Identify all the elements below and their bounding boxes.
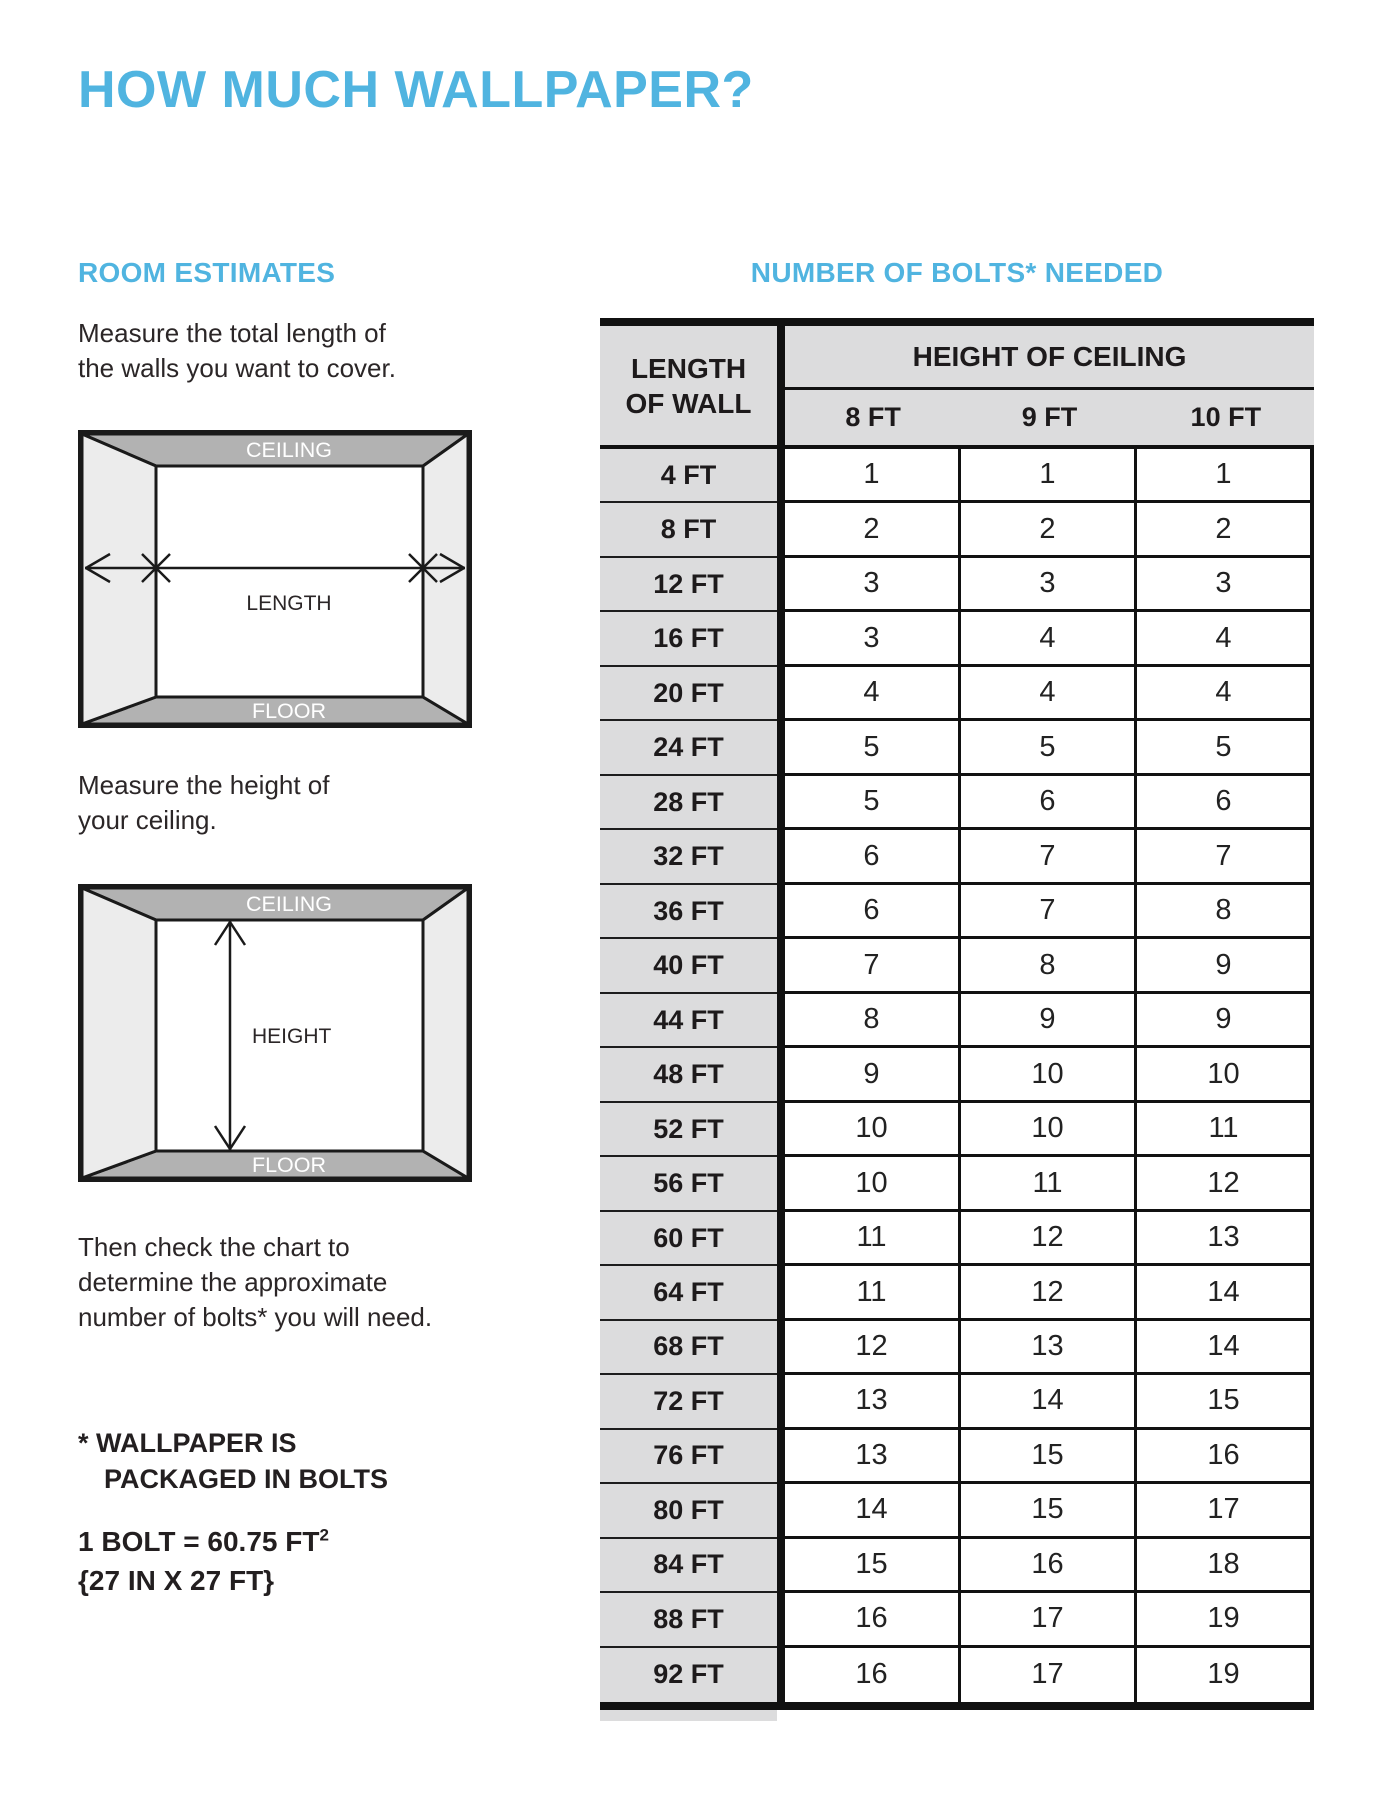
text-line: Measure the total length of <box>78 318 386 348</box>
cell-value: 13 <box>1137 1212 1314 1266</box>
cell-value: 12 <box>1137 1157 1314 1211</box>
header-line: LENGTH <box>630 352 747 384</box>
cell-value: 9 <box>961 994 1137 1048</box>
cell-value: 3 <box>1137 558 1314 612</box>
row-label: 8 FT <box>600 503 777 557</box>
table-row <box>600 1266 1314 1320</box>
cell-value: 1 <box>1137 449 1314 503</box>
row-label: 84 FT <box>600 1539 777 1593</box>
row-label: 80 FT <box>600 1484 777 1538</box>
cell-value: 4 <box>961 667 1137 721</box>
cell-value: 16 <box>785 1593 961 1647</box>
text-line: the walls you want to cover. <box>78 353 396 384</box>
height-of-ceiling-header: HEIGHT OF CEILING <box>785 326 1314 390</box>
height-diagram <box>78 884 472 1187</box>
table-row <box>600 1648 1314 1702</box>
row-label: 28 FT <box>600 776 777 830</box>
cell-value: 19 <box>1137 1593 1314 1647</box>
cell-value: 4 <box>1137 667 1314 721</box>
cell-value: 2 <box>1137 503 1314 557</box>
vertical-divider <box>777 558 785 612</box>
cell-value: 3 <box>961 558 1137 612</box>
cell-value: 5 <box>1137 721 1314 775</box>
cell-value: 11 <box>961 1157 1137 1211</box>
cell-value: 17 <box>961 1593 1137 1647</box>
col-header-10ft: 10 FT <box>1190 402 1262 432</box>
cell-value: 10 <box>1137 1048 1314 1102</box>
cell-value: 6 <box>785 830 961 884</box>
table-row <box>600 1048 1314 1102</box>
cell-value: 18 <box>1137 1539 1314 1593</box>
table-top-border <box>600 318 1314 326</box>
vertical-divider <box>777 1484 785 1538</box>
vertical-divider <box>777 667 785 721</box>
footnote-line: PACKAGED IN BOLTS <box>104 1464 389 1495</box>
ceiling-header-group <box>785 326 1314 445</box>
table-row <box>600 830 1314 884</box>
cell-value: 6 <box>961 776 1137 830</box>
cell-value: 5 <box>785 776 961 830</box>
table-bottom-border <box>600 1702 1314 1710</box>
cell-value: 11 <box>785 1212 961 1266</box>
vertical-divider <box>777 1266 785 1320</box>
table-row <box>600 558 1314 612</box>
row-label: 44 FT <box>600 994 777 1048</box>
table-row <box>600 1103 1314 1157</box>
cell-value: 17 <box>1137 1484 1314 1538</box>
bolts-needed-heading: NUMBER OF BOLTS* NEEDED <box>750 257 1164 288</box>
row-label: 68 FT <box>600 1321 777 1375</box>
text-line: Measure the height of <box>78 770 330 800</box>
text-line: your ceiling. <box>78 805 217 836</box>
vertical-divider <box>777 994 785 1048</box>
measure-length-text <box>78 316 498 386</box>
vertical-divider <box>777 830 785 884</box>
row-label: 88 FT <box>600 1593 777 1647</box>
table-row <box>600 449 1314 503</box>
vertical-divider <box>777 1103 785 1157</box>
squared-superscript: 2 <box>319 1525 329 1545</box>
cell-value: 7 <box>961 885 1137 939</box>
cell-value: 14 <box>1137 1266 1314 1320</box>
table-row <box>600 1157 1314 1211</box>
cell-value: 12 <box>961 1266 1137 1320</box>
row-label: 40 FT <box>600 939 777 993</box>
vertical-divider <box>777 1048 785 1102</box>
row-label: 36 FT <box>600 885 777 939</box>
cell-value: 3 <box>785 612 961 666</box>
row-label: 4 FT <box>600 449 777 503</box>
cell-value: 11 <box>785 1266 961 1320</box>
cell-value: 14 <box>1137 1321 1314 1375</box>
check-chart-text <box>78 1230 498 1335</box>
room-height-illustration <box>78 884 472 1182</box>
cell-value: 14 <box>961 1375 1137 1429</box>
bolt-equation: 1 BOLT = 60.75 $FT^2$ <box>78 1525 329 1557</box>
header-line: OF WALL <box>625 387 752 419</box>
cell-value: 9 <box>1137 939 1314 993</box>
length-diagram <box>78 430 472 733</box>
table-row <box>600 1375 1314 1429</box>
footnote-line: * WALLPAPER IS <box>78 1428 297 1458</box>
vertical-divider <box>777 1648 785 1702</box>
table-row <box>600 1430 1314 1484</box>
vertical-divider <box>777 1321 785 1375</box>
cell-value: 9 <box>1137 994 1314 1048</box>
cell-value: 7 <box>961 830 1137 884</box>
page-title: HOW MUCH WALLPAPER? <box>78 61 754 119</box>
left-wall <box>82 888 156 1178</box>
floor-label: FLOOR <box>251 1153 327 1177</box>
cell-value: 5 <box>785 721 961 775</box>
cell-value: 4 <box>1137 612 1314 666</box>
ceiling-label: CEILING <box>245 892 333 916</box>
cell-value: 4 <box>961 612 1137 666</box>
vertical-divider <box>777 1430 785 1484</box>
measure-height-text <box>78 768 498 838</box>
cell-value: 13 <box>785 1375 961 1429</box>
cell-value: 6 <box>1137 776 1314 830</box>
wallpaper-footnote <box>78 1425 388 1498</box>
vertical-divider <box>777 1212 785 1266</box>
bolt-spec <box>78 1522 329 1600</box>
cell-value: 8 <box>961 939 1137 993</box>
room-length-illustration <box>78 430 472 728</box>
col-header-9ft: 9 FT <box>1021 402 1078 432</box>
back-wall <box>156 466 423 697</box>
cell-value: 10 <box>961 1048 1137 1102</box>
cell-value: 14 <box>785 1484 961 1538</box>
row-label: 24 FT <box>600 721 777 775</box>
row-label: 12 FT <box>600 558 777 612</box>
table-row <box>600 612 1314 666</box>
cell-value: 7 <box>785 939 961 993</box>
table-row <box>600 1593 1314 1647</box>
table-row <box>600 667 1314 721</box>
vertical-divider <box>777 1375 785 1429</box>
text-line: number of bolts* you will need. <box>78 1302 433 1333</box>
height-label: HEIGHT <box>252 1025 332 1048</box>
vertical-divider <box>777 612 785 666</box>
cell-value: 10 <box>785 1103 961 1157</box>
vertical-divider <box>777 885 785 939</box>
vertical-divider <box>777 449 785 503</box>
cell-value: 3 <box>785 558 961 612</box>
vertical-divider <box>777 1539 785 1593</box>
cell-value: 15 <box>785 1539 961 1593</box>
cell-value: 8 <box>1137 885 1314 939</box>
length-of-wall-header <box>600 326 777 445</box>
table-row <box>600 776 1314 830</box>
cell-value: 4 <box>785 667 961 721</box>
cell-value: 13 <box>961 1321 1137 1375</box>
vertical-divider <box>777 1593 785 1647</box>
cell-value: 17 <box>961 1648 1137 1702</box>
cell-value: 5 <box>961 721 1137 775</box>
cell-value: 13 <box>785 1430 961 1484</box>
row-label: 48 FT <box>600 1048 777 1102</box>
row-label: 32 FT <box>600 830 777 884</box>
table-row <box>600 885 1314 939</box>
vertical-divider <box>777 721 785 775</box>
cell-value: 1 <box>961 449 1137 503</box>
table-row <box>600 1484 1314 1538</box>
text-line: determine the approximate <box>78 1267 388 1298</box>
row-label: 16 FT <box>600 612 777 666</box>
vertical-divider <box>777 503 785 557</box>
cell-value: 15 <box>961 1484 1137 1538</box>
cell-value: 10 <box>785 1157 961 1211</box>
row-label: 52 FT <box>600 1103 777 1157</box>
vertical-divider <box>777 776 785 830</box>
text-line: Then check the chart to <box>78 1232 350 1262</box>
cell-value: 15 <box>961 1430 1137 1484</box>
floor-label: FLOOR <box>251 699 327 723</box>
cell-value: 2 <box>785 503 961 557</box>
cell-value: 2 <box>961 503 1137 557</box>
cell-value: 15 <box>1137 1375 1314 1429</box>
col-header-8ft: 8 FT <box>845 402 901 432</box>
row-label: 76 FT <box>600 1430 777 1484</box>
vertical-divider <box>777 326 785 445</box>
row-label: 72 FT <box>600 1375 777 1429</box>
cell-value: 19 <box>1137 1648 1314 1702</box>
room-estimates-heading: ROOM ESTIMATES <box>78 257 336 288</box>
ceiling-subheaders <box>785 390 1314 445</box>
table-row <box>600 939 1314 993</box>
cell-value: 16 <box>785 1648 961 1702</box>
cell-value: 11 <box>1137 1103 1314 1157</box>
cell-value: 8 <box>785 994 961 1048</box>
bolts-table <box>600 318 1314 1721</box>
length-label: LENGTH <box>246 592 332 615</box>
vertical-divider <box>777 1157 785 1211</box>
row-label: 64 FT <box>600 1266 777 1320</box>
cell-value: 12 <box>961 1212 1137 1266</box>
table-row <box>600 1321 1314 1375</box>
cell-value: 9 <box>785 1048 961 1102</box>
table-row <box>600 721 1314 775</box>
cell-value: 16 <box>961 1539 1137 1593</box>
cell-value: 10 <box>961 1103 1137 1157</box>
table-row <box>600 503 1314 557</box>
ceiling-label: CEILING <box>245 438 333 462</box>
row-label: 92 FT <box>600 1648 777 1702</box>
table-row <box>600 1539 1314 1593</box>
table-body <box>600 449 1314 1702</box>
cell-value: 1 <box>785 449 961 503</box>
cell-value: 16 <box>1137 1430 1314 1484</box>
table-tail-strip <box>600 1710 777 1721</box>
cell-value: 12 <box>785 1321 961 1375</box>
row-label: 60 FT <box>600 1212 777 1266</box>
table-header <box>600 326 1314 445</box>
cell-value: 6 <box>785 885 961 939</box>
table-row <box>600 1212 1314 1266</box>
right-wall <box>423 888 468 1178</box>
row-label: 56 FT <box>600 1157 777 1211</box>
cell-value: 7 <box>1137 830 1314 884</box>
table-row <box>600 994 1314 1048</box>
bolt-dimensions: {27 IN X 27 FT} <box>78 1565 275 1597</box>
row-label: 20 FT <box>600 667 777 721</box>
vertical-divider <box>777 939 785 993</box>
